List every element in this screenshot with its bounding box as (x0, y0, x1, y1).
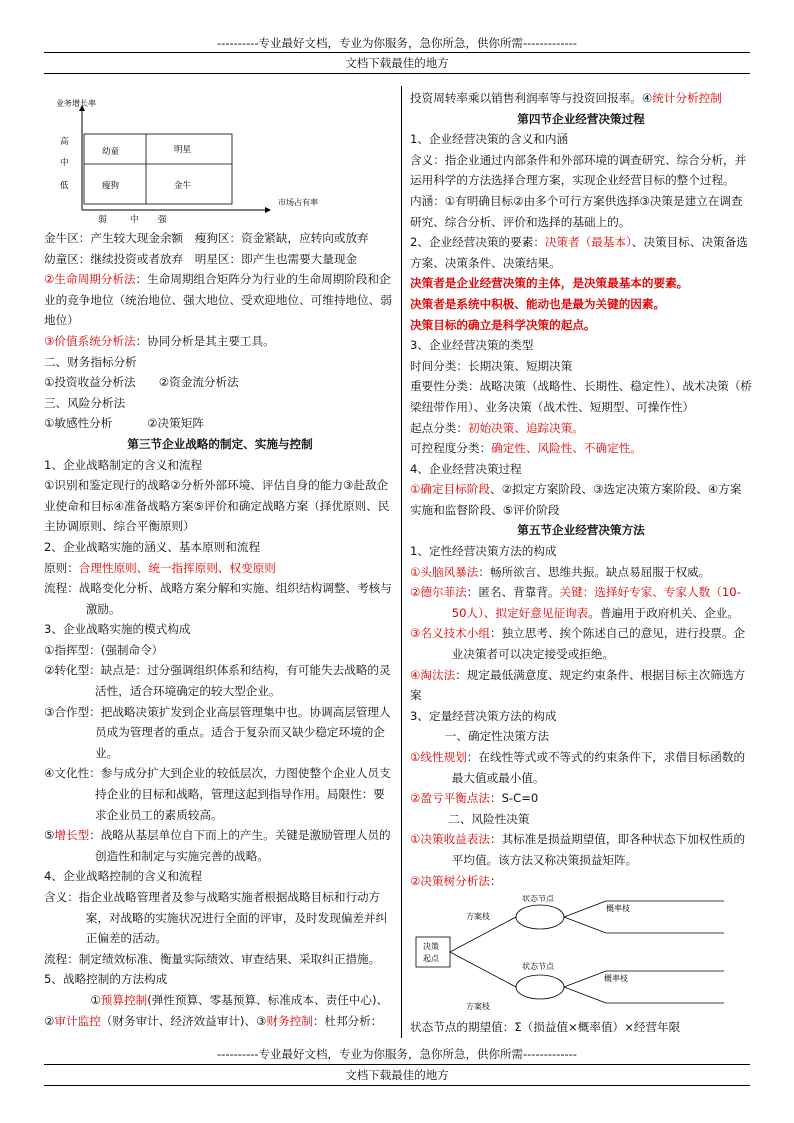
subsection-heading: 1、企业战略制定的含义和流程 (44, 457, 203, 472)
y-high-label: 高 (60, 137, 69, 147)
header-rule (44, 52, 750, 53)
x-axis-label: 市场占有率 (278, 198, 318, 207)
page-header-subtitle: 文档下载最佳的地方 (345, 56, 449, 70)
right-column (410, 88, 752, 1038)
paragraph: ④淘汰法：规定最低满意度、规定约束条件、根据目标主次筛选方案 (410, 667, 746, 703)
paragraph: 投资周转率乘以销售利润率等与投资回报率。④统计分析控制 (410, 91, 722, 105)
paragraph: 流程：制定绩效标准、衡量实际绩效、审查结果、采取纠正措施。 (44, 951, 381, 966)
quadrant-star: 明星 (174, 145, 192, 155)
paragraph: ②盈亏平衡点法：S-C=0 (410, 791, 539, 806)
quadrant-child: 幼童 (102, 147, 120, 157)
paragraph: 2、企业经营决策的要素：决策者（最基本）、决策目标、决策备选方案、决策条件、决策结果。 (410, 235, 748, 270)
section-heading: 三、风险分析法 (44, 395, 126, 410)
state-node-label: 状态节点 (522, 895, 554, 904)
section-heading: 二、财务指标分析 (44, 354, 137, 369)
paragraph: ⑤增长型：战略从基层单位自下而上的产生。关键是激励管理人员的创造性和制定与实施完善的战略。 (44, 828, 391, 863)
paragraph: ④文化性：参与成分扩大到企业的较低层次，力图使整个企业人员支持企业的目标和战略，管理这起到指导作用。局限性：要求企业员工的素质较高。 (44, 766, 391, 822)
paragraph: ①决策收益表法：其标准是损益期望值，即各种状态下加权性质的平均值。该方法又称决策损益矩阵。 (410, 832, 746, 867)
footer-rule-2 (44, 1085, 750, 1086)
text-line: 一、确定性决策方法 (444, 729, 550, 744)
subsection-heading: 2、企业战略实施的涵义、基本原则和流程 (44, 539, 261, 554)
subsection-heading: 4、企业经营决策过程 (410, 461, 522, 476)
highlight-line: 决策者是系统中积极、能动也是最为关键的因素。 (410, 296, 666, 311)
text-line: ①投资收益分析法 ②资金流分析法 (44, 375, 239, 390)
paragraph: 内涵：①有明确目标②由多个可行方案供选择③决策是建立在调查研究、综合分析、评价和选择的基础上的。 (410, 193, 743, 229)
text-line: 二、风险性决策 (448, 811, 530, 826)
paragraph: ②决策树分析法： (410, 873, 502, 888)
paragraph: ①识别和鉴定现行的战略②分析外部环境、评估自身的能力③赴敌企业使命和目标④准备战略方案⑤评价和确定战略方案（择优原则、民主协调原则、综合平衡原则） (44, 478, 390, 534)
paragraph: ①指挥型：(强制命令） (44, 642, 164, 657)
paragraph: 原则：合理性原则、统一指挥原则、权变原则 (44, 560, 276, 575)
column-divider (401, 86, 402, 1038)
probability-branch-label: 概率枝 (604, 974, 628, 984)
header-rule-2 (44, 73, 750, 74)
text-line: 幼童区：继续投资或者放弃 明星区：即产生也需要大量现金 (44, 251, 358, 266)
paragraph: ②转化型：缺点是：过分强调组织体系和结构，有可能失去战略的灵活性，适合环境确定的较大型企业。 (44, 663, 391, 699)
y-mid-label: 中 (60, 158, 69, 168)
bcg-matrix-diagram (56, 88, 356, 228)
paragraph: ①确定目标阶段、②拟定方案阶段、③选定决策方案阶段、④方案实施和监督阶段、⑤评价阶段 (410, 482, 742, 517)
chapter-title: 第五节企业经营决策方法 (517, 523, 645, 538)
subsection-heading: 3、定量经营决策方法的构成 (410, 708, 557, 723)
page-footer-subtitle: 文档下载最佳的地方 (345, 1068, 449, 1082)
paragraph: 含义：指企业通过内部条件和外部环境的调查研究、综合分析，并运用科学的方法选择合理方案，实现企业经营目标的整个过程。 (410, 152, 747, 188)
x-weak-label: 弱 (98, 215, 107, 225)
highlight-line: 决策者是企业经营决策的主体，是决策最基本的要素。 (410, 276, 689, 291)
paragraph: ③名义技术小组：独立思考、挨个陈述自己的意见，进行投票。企业决策者可以决定接受或拒绝。 (410, 626, 746, 662)
paragraph: 流程：战略变化分析、战略方案分解和实施、组织结构调整、考核与激励。 (44, 581, 392, 616)
paragraph: ①头脑风暴法：畅所欲言、思维共振。缺点易屈服于权威。 (410, 564, 711, 579)
subsection-heading: 3、企业战略实施的模式构成 (44, 622, 191, 637)
chapter-title: 第四节企业经营决策过程 (517, 111, 645, 126)
text-line: 起点分类：初始决策、追踪决策。 (410, 420, 584, 435)
y-axis-label: 业务增长率 (56, 99, 96, 108)
paragraph: ②生命周期分析法：生命周期组合矩阵分为行业的生命周期阶段和企业的竞争地位（统治地位、强大地位、受欢迎地位、可维持地位、弱地位） (44, 272, 392, 328)
x-strong-label: 强 (158, 215, 167, 225)
decision-node-label: 决策 (423, 942, 439, 952)
plan-branch-label: 方案枝 (466, 912, 490, 922)
subsection-heading: 1、定性经营决策方法的构成 (410, 544, 557, 559)
subsection-heading: 3、企业经营决策的类型 (410, 338, 534, 353)
plan-branch-label: 方案枝 (466, 1002, 490, 1012)
paragraph: ③合作型：把战略决策扩发到企业高层管理集中也。协调高层管理人员成为管理者的重点。适合于复杂而又缺少稳定环境的企业。 (44, 704, 391, 760)
formula-line: 状态节点的期望值：Σ（损益值×概率值）×经营年限 (410, 1020, 681, 1035)
quadrant-dog: 瘦狗 (102, 181, 120, 191)
page-header-slogan: ----------专业最好文档，专业为你服务，急你所急，供你所需------------- (217, 36, 577, 50)
decision-tree-diagram (410, 895, 750, 1015)
footer-rule (44, 1064, 750, 1065)
y-low-label: 低 (60, 181, 69, 191)
text-line: 时间分类：长期决策、短期决策 (410, 358, 573, 373)
decision-node-label-2: 起点 (423, 954, 439, 964)
paragraph: 重要性分类：战略决策（战略性、长期性、稳定性）、战术决策（桥梁纽带作用）、业务决策（战术性、短期型、可操作性） (410, 379, 753, 414)
state-node-label: 状态节点 (522, 962, 554, 972)
quadrant-cow: 金牛 (174, 181, 192, 191)
text-line: ①敏感性分析 ②决策矩阵 (44, 416, 204, 431)
paragraph: ①预算控制(弹性预算、零基预算、标准成本、责任中心)、②审计监控（财务审计、经济效益审计)、③财务控制：杜邦分析： (44, 992, 389, 1028)
text-line: 可控程度分类：确定性、风险性、不确定性。 (410, 441, 642, 456)
paragraph: ③价值系统分析法：协同分析是其主要工具。 (44, 333, 275, 348)
paragraph: ②德尔菲法：匿名、背靠背。关键：选择好专家、专家人数（10-50人）、拟定好意见征询表。普遍用于政府机关、企业。 (410, 585, 741, 620)
subsection-heading: 5、战略控制的方法构成 (44, 972, 168, 987)
paragraph: 含义：指企业战略管理者及参与战略实施者根据战略目标和行动方案，对战略的实施状况进行全面的评审，及时发现偏差并纠正偏差的活动。 (44, 890, 388, 946)
chapter-title: 第三节企业战略的制定、实施与控制 (127, 436, 313, 451)
x-mid-label: 中 (130, 215, 139, 225)
subsection-heading: 1、企业经营决策的含义和内涵 (410, 132, 569, 147)
highlight-line: 决策目标的确立是科学决策的起点。 (410, 317, 596, 332)
page-footer-slogan: ----------专业最好文档，专业为你服务，急你所急，供你所需------------- (217, 1047, 577, 1061)
subsection-heading: 4、企业战略控制的含义和流程 (44, 869, 203, 884)
text-line: 金牛区：产生较大现金余额 瘦狗区：资金紧缺，应转向或放弃 (44, 231, 369, 245)
paragraph: ①线性规划：在线性等式或不等式的约束条件下，求借目标函数的最大值或最小值。 (410, 750, 746, 785)
probability-branch-label: 概率枝 (606, 904, 630, 914)
left-column (44, 88, 396, 1031)
